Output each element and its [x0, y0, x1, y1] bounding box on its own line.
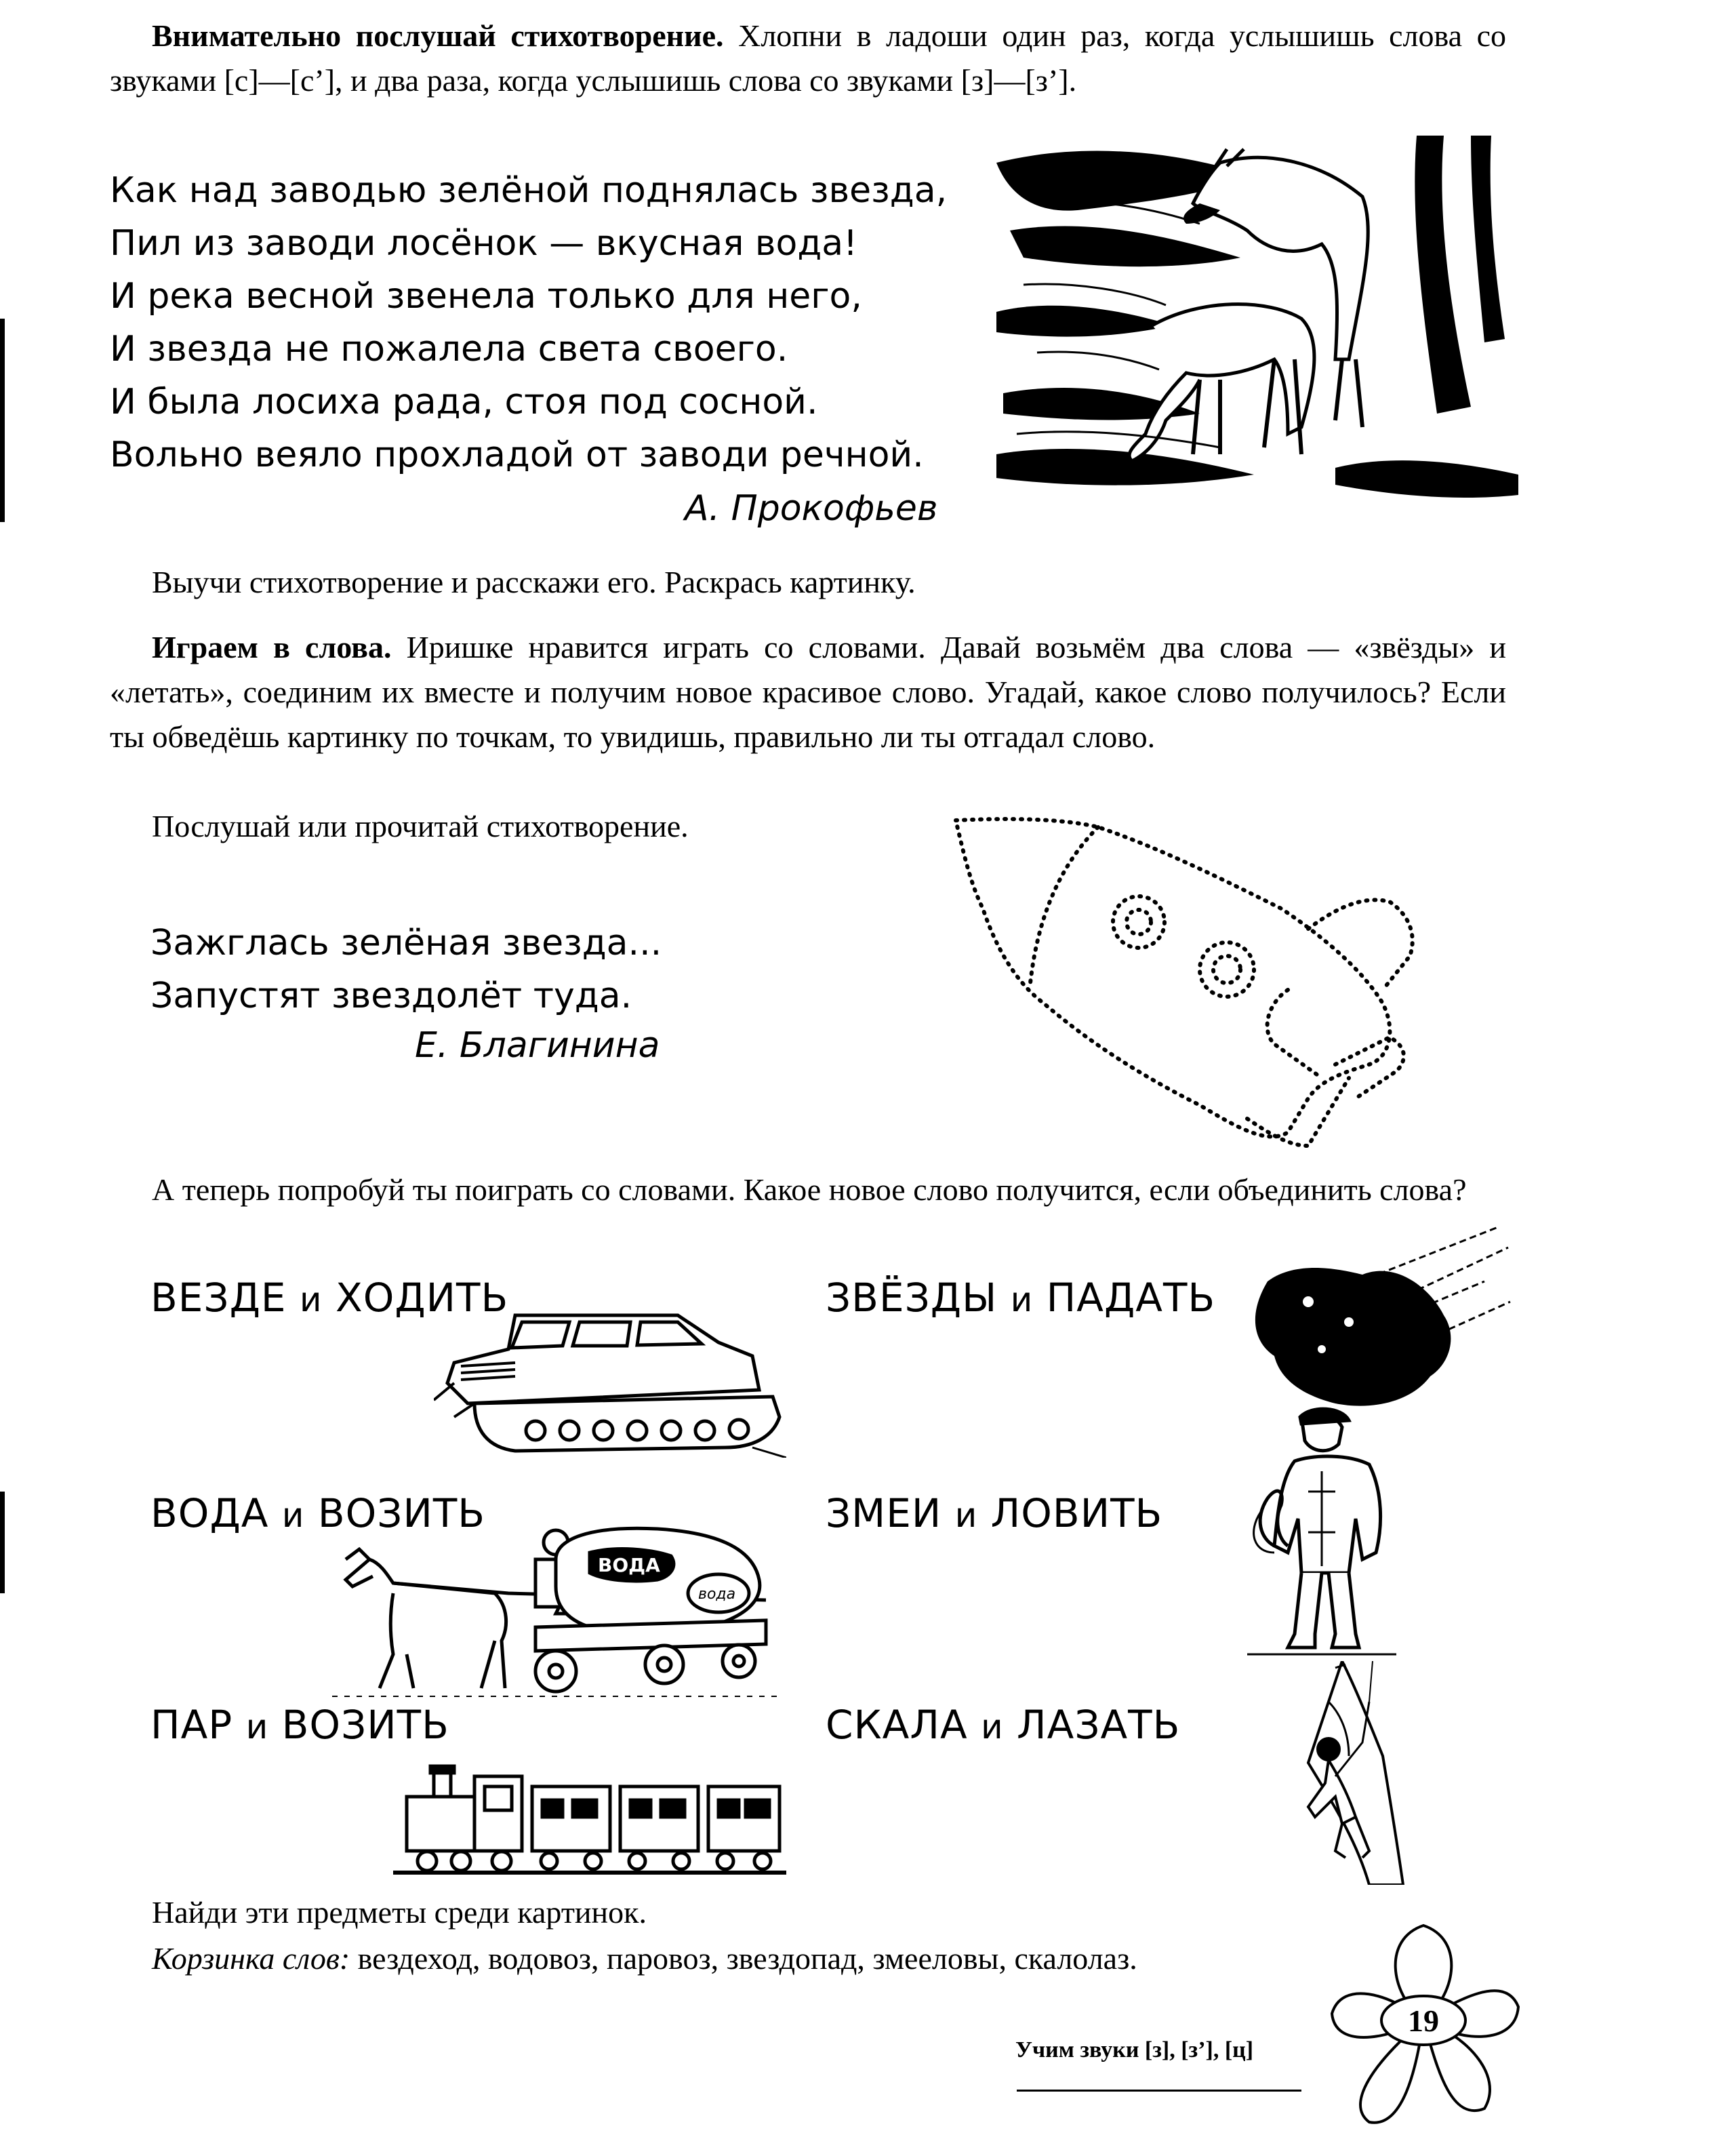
- snake-catcher-illustration: [1247, 1403, 1396, 1661]
- instruction-text: Иришке нравится играть со словами. Давай возьмём два слова — «звёзды» и «летать», соединим их вместе и получим новое красивое слово. Угадай, какое слово получилось? Если ты обведёшь картинку по точкам, то увидишь, правильно ли ты отгадал слово.: [110, 630, 1507, 754]
- poem-line: Зажглась зелёная звезда...: [150, 923, 662, 963]
- instruction-text: Хлопни в ладоши один раз, когда услышишь слова со звуками [с]—[с’], и два раза, когда услышишь слова со звуками [з]—[з’].: [110, 18, 1506, 98]
- page-number: 19: [1408, 2003, 1439, 2038]
- word-pair-skalolaz: [826, 1702, 1180, 1748]
- footer-rule: [1017, 2090, 1301, 2092]
- word-first: ПАР: [150, 1702, 233, 1748]
- word-pair-parovoz: [150, 1702, 449, 1748]
- word-first: ЗВЁЗДЫ: [826, 1275, 998, 1321]
- instruction-heading: Внимательно послушай стихотворение.: [152, 18, 724, 53]
- word-conjunction: и: [1010, 1280, 1034, 1319]
- word-second: ХОДИТЬ: [335, 1275, 509, 1321]
- instruction-read-poem: [110, 804, 923, 849]
- tank-label-small: вода: [698, 1586, 736, 1603]
- instruction-text: А теперь попробуй ты поиграть со словами. Какое новое слово получится, если объединить слова?: [152, 1172, 1467, 1207]
- word-second: ПАДАТЬ: [1046, 1275, 1216, 1321]
- instruction-find-objects: [110, 1890, 1506, 1935]
- word-pair-zmeelov: [826, 1490, 1162, 1536]
- word-conjunction: и: [981, 1707, 1004, 1746]
- moose-illustration: [996, 136, 1518, 515]
- water-cart-illustration: [332, 1519, 779, 1702]
- instruction-text: Найди эти предметы среди картинок.: [152, 1895, 647, 1930]
- word-pair-zvezdopad: [826, 1275, 1215, 1321]
- steam-train-illustration: [393, 1756, 786, 1878]
- poem-prokofiev: [110, 164, 947, 481]
- poem-line: И река весной звенела только для него,: [110, 276, 862, 317]
- word-first: СКАЛА: [826, 1702, 968, 1748]
- poem-line: Как над заводью зелёной поднялась звезда,: [110, 170, 948, 211]
- instruction-text: Выучи стихотворение и расскажи его. Раскрась картинку.: [152, 565, 916, 599]
- word-basket-label: Корзинка слов:: [152, 1941, 350, 1976]
- word-basket: [110, 1936, 1520, 1981]
- instruction-learn-poem: [110, 560, 1506, 605]
- poem-line: Запустят звездолёт туда.: [150, 976, 632, 1016]
- poem-blaginina: [150, 917, 662, 1022]
- word-second: ВОЗИТЬ: [281, 1702, 449, 1748]
- word-first: ЗМЕИ: [826, 1490, 942, 1536]
- word-conjunction: и: [245, 1707, 269, 1746]
- word-conjunction: и: [281, 1496, 305, 1535]
- instruction-listen-poem: [110, 14, 1506, 103]
- word-basket-words: вездеход, водовоз, паровоз, звездопад, змееловы, скалолаз.: [350, 1941, 1137, 1976]
- dotted-rocket-tracing[interactable]: [942, 807, 1457, 1173]
- poem-author: А. Прокофьев: [685, 488, 938, 529]
- instruction-text: Послушай или прочитай стихотворение.: [152, 809, 689, 843]
- instruction-heading: Играем в слова.: [152, 630, 392, 664]
- word-second: ВОЗИТЬ: [317, 1490, 486, 1536]
- all-terrain-vehicle-illustration: [434, 1302, 786, 1458]
- instruction-combine-words: [110, 1167, 1506, 1212]
- instruction-word-game: [110, 625, 1506, 759]
- word-conjunction: и: [300, 1280, 323, 1319]
- word-first: ВОДА: [150, 1490, 269, 1536]
- word-conjunction: и: [954, 1496, 978, 1535]
- binding-edge-mark: [0, 1492, 5, 1593]
- poem-line: Пил из заводи лосёнок — вкусная вода!: [110, 223, 858, 264]
- rock-climber-illustration: [1288, 1661, 1410, 1885]
- poem-line: И была лосиха рада, стоя под сосной.: [110, 382, 818, 422]
- binding-edge-mark: [0, 319, 5, 522]
- poem-author: Е. Благинина: [415, 1025, 660, 1066]
- word-second: ЛАЗАТЬ: [1017, 1702, 1181, 1748]
- poem-line: И звезда не пожалела света своего.: [110, 329, 788, 370]
- tank-label-large: ВОДА: [598, 1554, 660, 1576]
- word-first: ВЕЗДЕ: [150, 1275, 287, 1321]
- page-number-flower: [1322, 1919, 1525, 2149]
- poem-line: Вольно веяло прохладой от заводи речной.: [110, 435, 924, 475]
- meteor-shower-illustration: [1240, 1220, 1512, 1410]
- footer-topic: Учим звуки [з], [з’], [ц]: [1015, 2037, 1254, 2062]
- word-second: ЛОВИТЬ: [990, 1490, 1163, 1536]
